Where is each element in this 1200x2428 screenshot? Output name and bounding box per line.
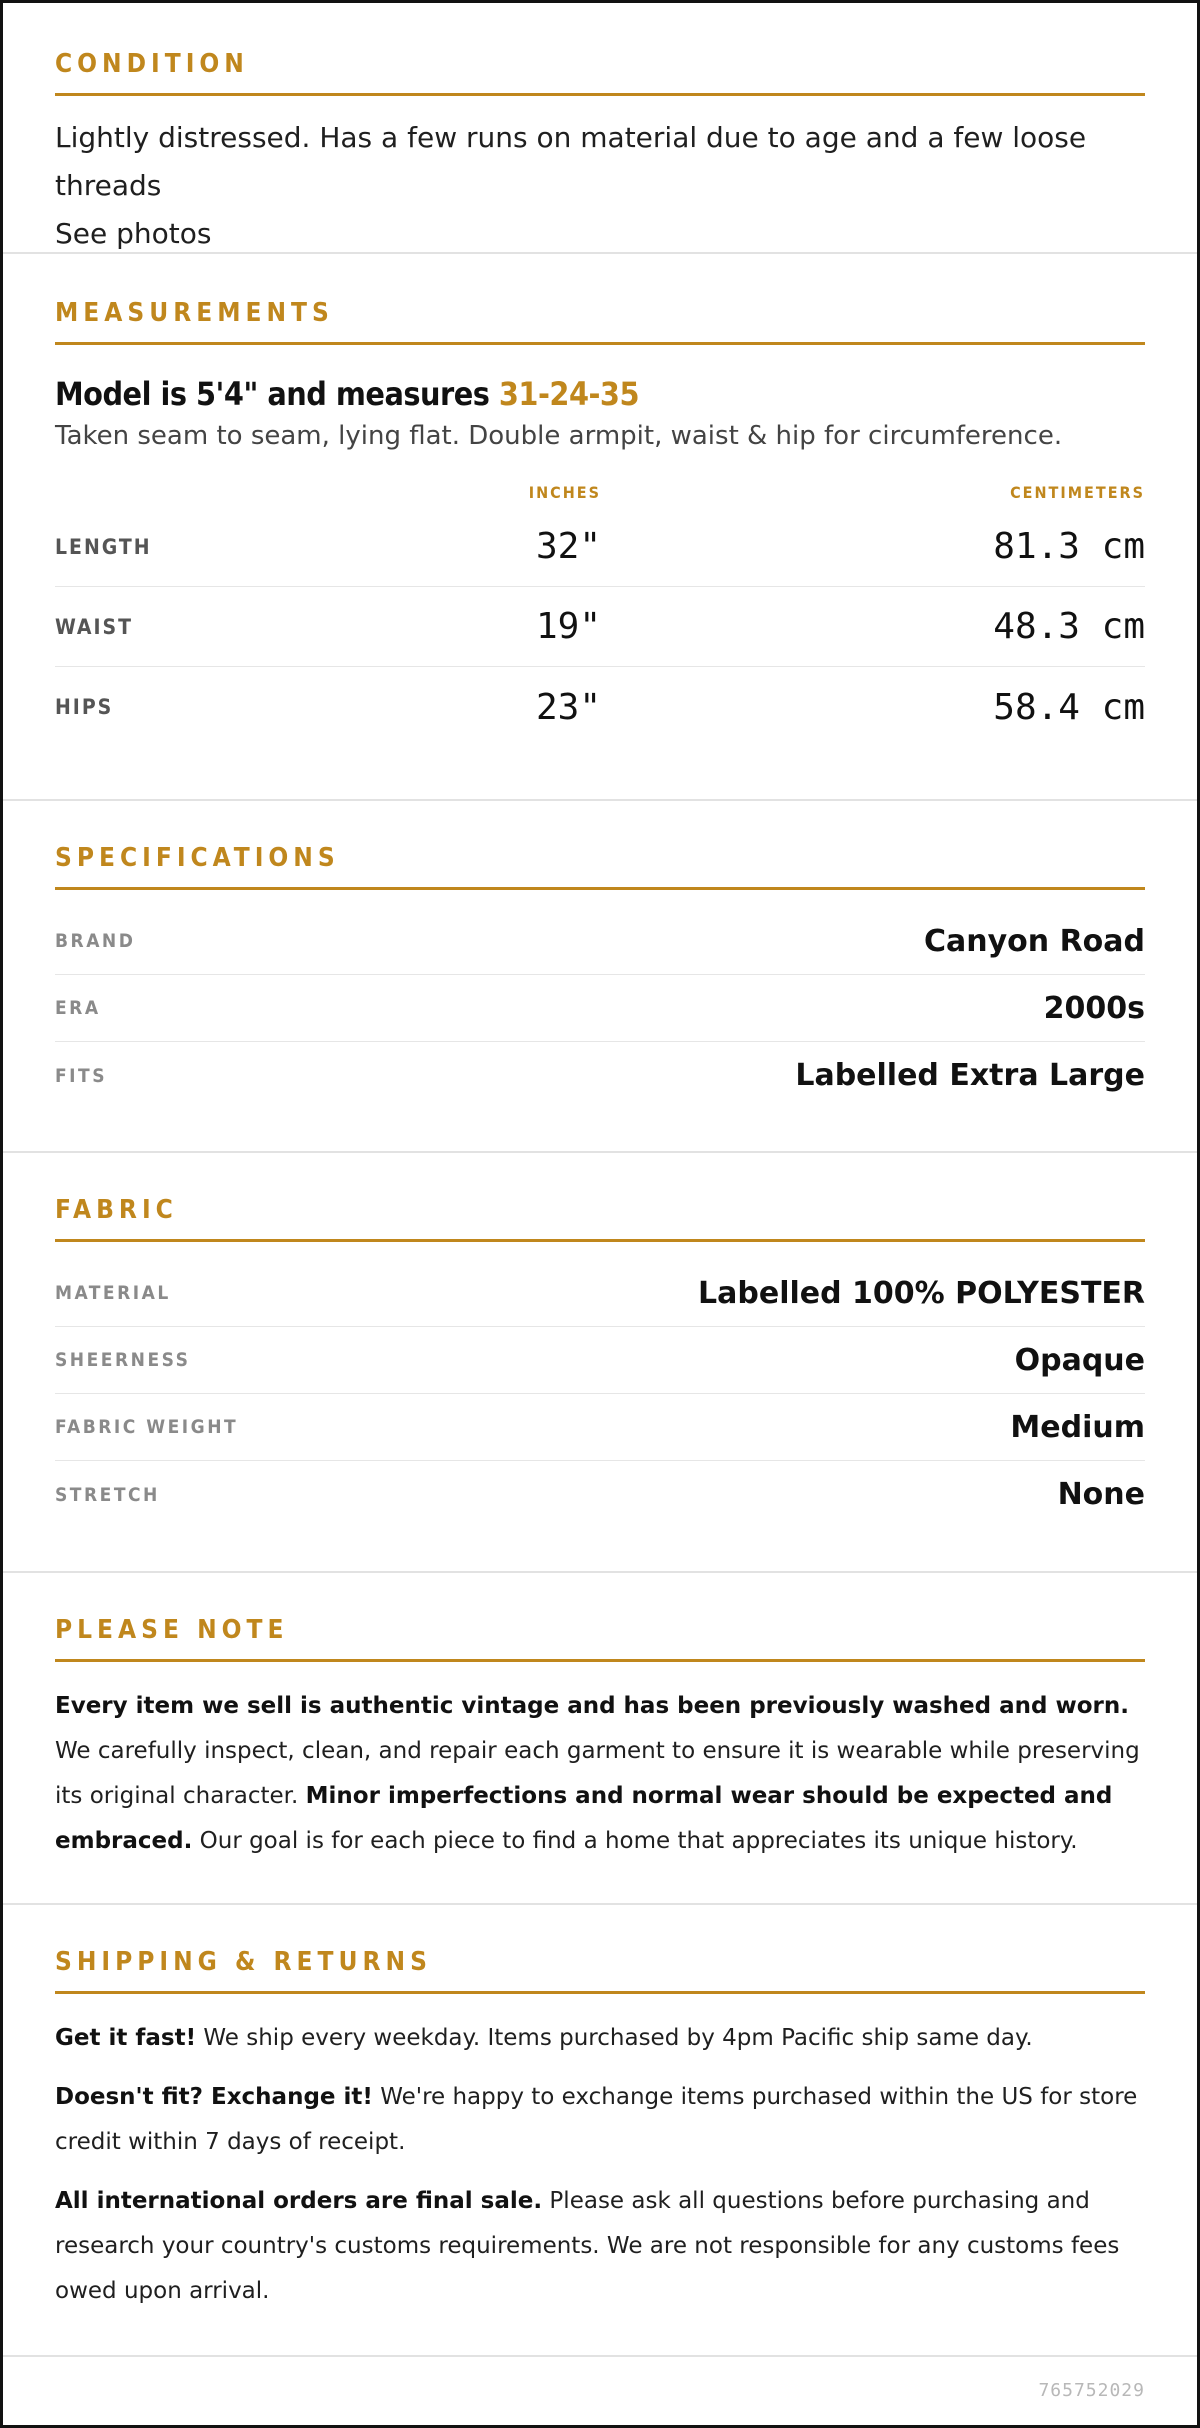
please-note-text-2: Our goal is for each piece to find a home that appreciates its unique history. (192, 1828, 1078, 1854)
international-lead: All international orders are final sale. (55, 2188, 543, 2214)
measurement-cm: 58.4 cm (993, 686, 1145, 728)
measurement-label: LENGTH (55, 534, 152, 559)
model-measures (55, 375, 1145, 413)
spec-label: FITS (55, 1064, 108, 1087)
spec-row-era (55, 975, 1145, 1042)
shipping-fast-lead: Get it fast! (55, 2025, 197, 2051)
specifications-list (55, 908, 1145, 1109)
measurements-heading: MEASUREMENTS (55, 298, 1145, 345)
measurement-row-length (55, 507, 1145, 587)
please-note-section (3, 1573, 1197, 1905)
measurement-table (55, 507, 1145, 747)
fabric-row-stretch (55, 1461, 1145, 1528)
measurement-label: WAIST (55, 614, 134, 639)
spec-row-fits (55, 1042, 1145, 1109)
footer (3, 2357, 1197, 2423)
fabric-row-sheerness (55, 1327, 1145, 1394)
fabric-row-material (55, 1260, 1145, 1327)
fabric-label: SHEERNESS (55, 1349, 191, 1371)
fabric-label: FABRIC WEIGHT (55, 1416, 239, 1438)
shipping-fast-paragraph (55, 2016, 1145, 2061)
measurement-inches: 23" (535, 686, 601, 728)
please-note-body (55, 1684, 1145, 1864)
authentic-vintage-statement: Every item we sell is authentic vintage and has been previously washed and worn. (55, 1693, 1129, 1719)
measurement-method-note: Taken seam to seam, lying flat. Double armpit, waist & hip for circumference. (55, 421, 1063, 451)
measurement-inches: 32" (535, 526, 601, 567)
measurement-inches: 19" (535, 606, 601, 647)
measurement-cm: 48.3 cm (993, 606, 1145, 647)
shipping-returns-heading: SHIPPING & RETURNS (55, 1947, 1145, 1994)
spec-value: Labelled Extra Large (795, 1058, 1145, 1093)
exchange-text: We're happy to exchange items purchased within the US for store credit within 7 days of receipt. (55, 2084, 1138, 2155)
shipping-returns-body (55, 2016, 1145, 2314)
condition-body (55, 114, 1145, 258)
fabric-value: Labelled 100% POLYESTER (698, 1275, 1145, 1311)
spec-value: 2000s (1043, 990, 1145, 1026)
exchange-paragraph (55, 2075, 1145, 2165)
spec-row-brand (55, 908, 1145, 975)
centimeters-column-header: CENTIMETERS (1010, 482, 1145, 502)
condition-description: Lightly distressed. Has a few runs on material due to age and a few loose threads (55, 121, 1087, 202)
measurement-row-hips (55, 667, 1145, 747)
model-measures-value: 31-24-35 (498, 375, 639, 413)
fabric-row-weight (55, 1394, 1145, 1461)
spec-label: ERA (55, 997, 101, 1019)
measurements-section (3, 254, 1197, 801)
sku-number: 765752029 (1038, 2379, 1145, 2401)
please-note-text-1: We carefully inspect, clean, and repair each garment to ensure it is wearable while preserving its original character. (55, 1738, 1140, 1809)
shipping-fast-text: We ship every weekday. Items purchased by 4pm Pacific ship same day. (196, 2025, 1033, 2051)
international-paragraph (55, 2179, 1145, 2314)
inches-column-header: INCHES (528, 482, 601, 502)
measurement-column-headers (55, 477, 1145, 507)
fabric-value: None (1057, 1477, 1145, 1512)
measurement-cm: 81.3 cm (993, 526, 1145, 567)
fabric-value: Medium (1010, 1409, 1145, 1445)
shipping-returns-section (3, 1905, 1197, 2357)
exchange-lead: Doesn't fit? Exchange it! (55, 2084, 373, 2110)
spec-label: BRAND (55, 930, 136, 952)
international-text: Please ask all questions before purchasing and research your country's customs requirements. We are not responsible for any customs fees owed upon arrival. (55, 2188, 1120, 2304)
specifications-heading: SPECIFICATIONS (55, 843, 1145, 890)
model-measures-prefix: Model is 5'4" and measures (55, 375, 499, 413)
fabric-label: STRETCH (55, 1483, 160, 1506)
measurement-label: HIPS (55, 695, 114, 719)
please-note-heading: PLEASE NOTE (55, 1615, 1145, 1662)
condition-see-photos: See photos (55, 217, 212, 250)
fabric-value: Opaque (1014, 1342, 1145, 1378)
fabric-heading: FABRIC (55, 1195, 1145, 1242)
condition-heading: CONDITION (55, 49, 1145, 96)
fabric-list (55, 1260, 1145, 1528)
fabric-section (3, 1153, 1197, 1573)
fabric-label: MATERIAL (55, 1282, 171, 1304)
measurement-row-waist (55, 587, 1145, 667)
condition-section (3, 3, 1197, 254)
specifications-section (3, 801, 1197, 1153)
spec-value: Canyon Road (923, 923, 1145, 959)
imperfections-statement: Minor imperfections and normal wear should be expected and embraced. (55, 1783, 1113, 1854)
